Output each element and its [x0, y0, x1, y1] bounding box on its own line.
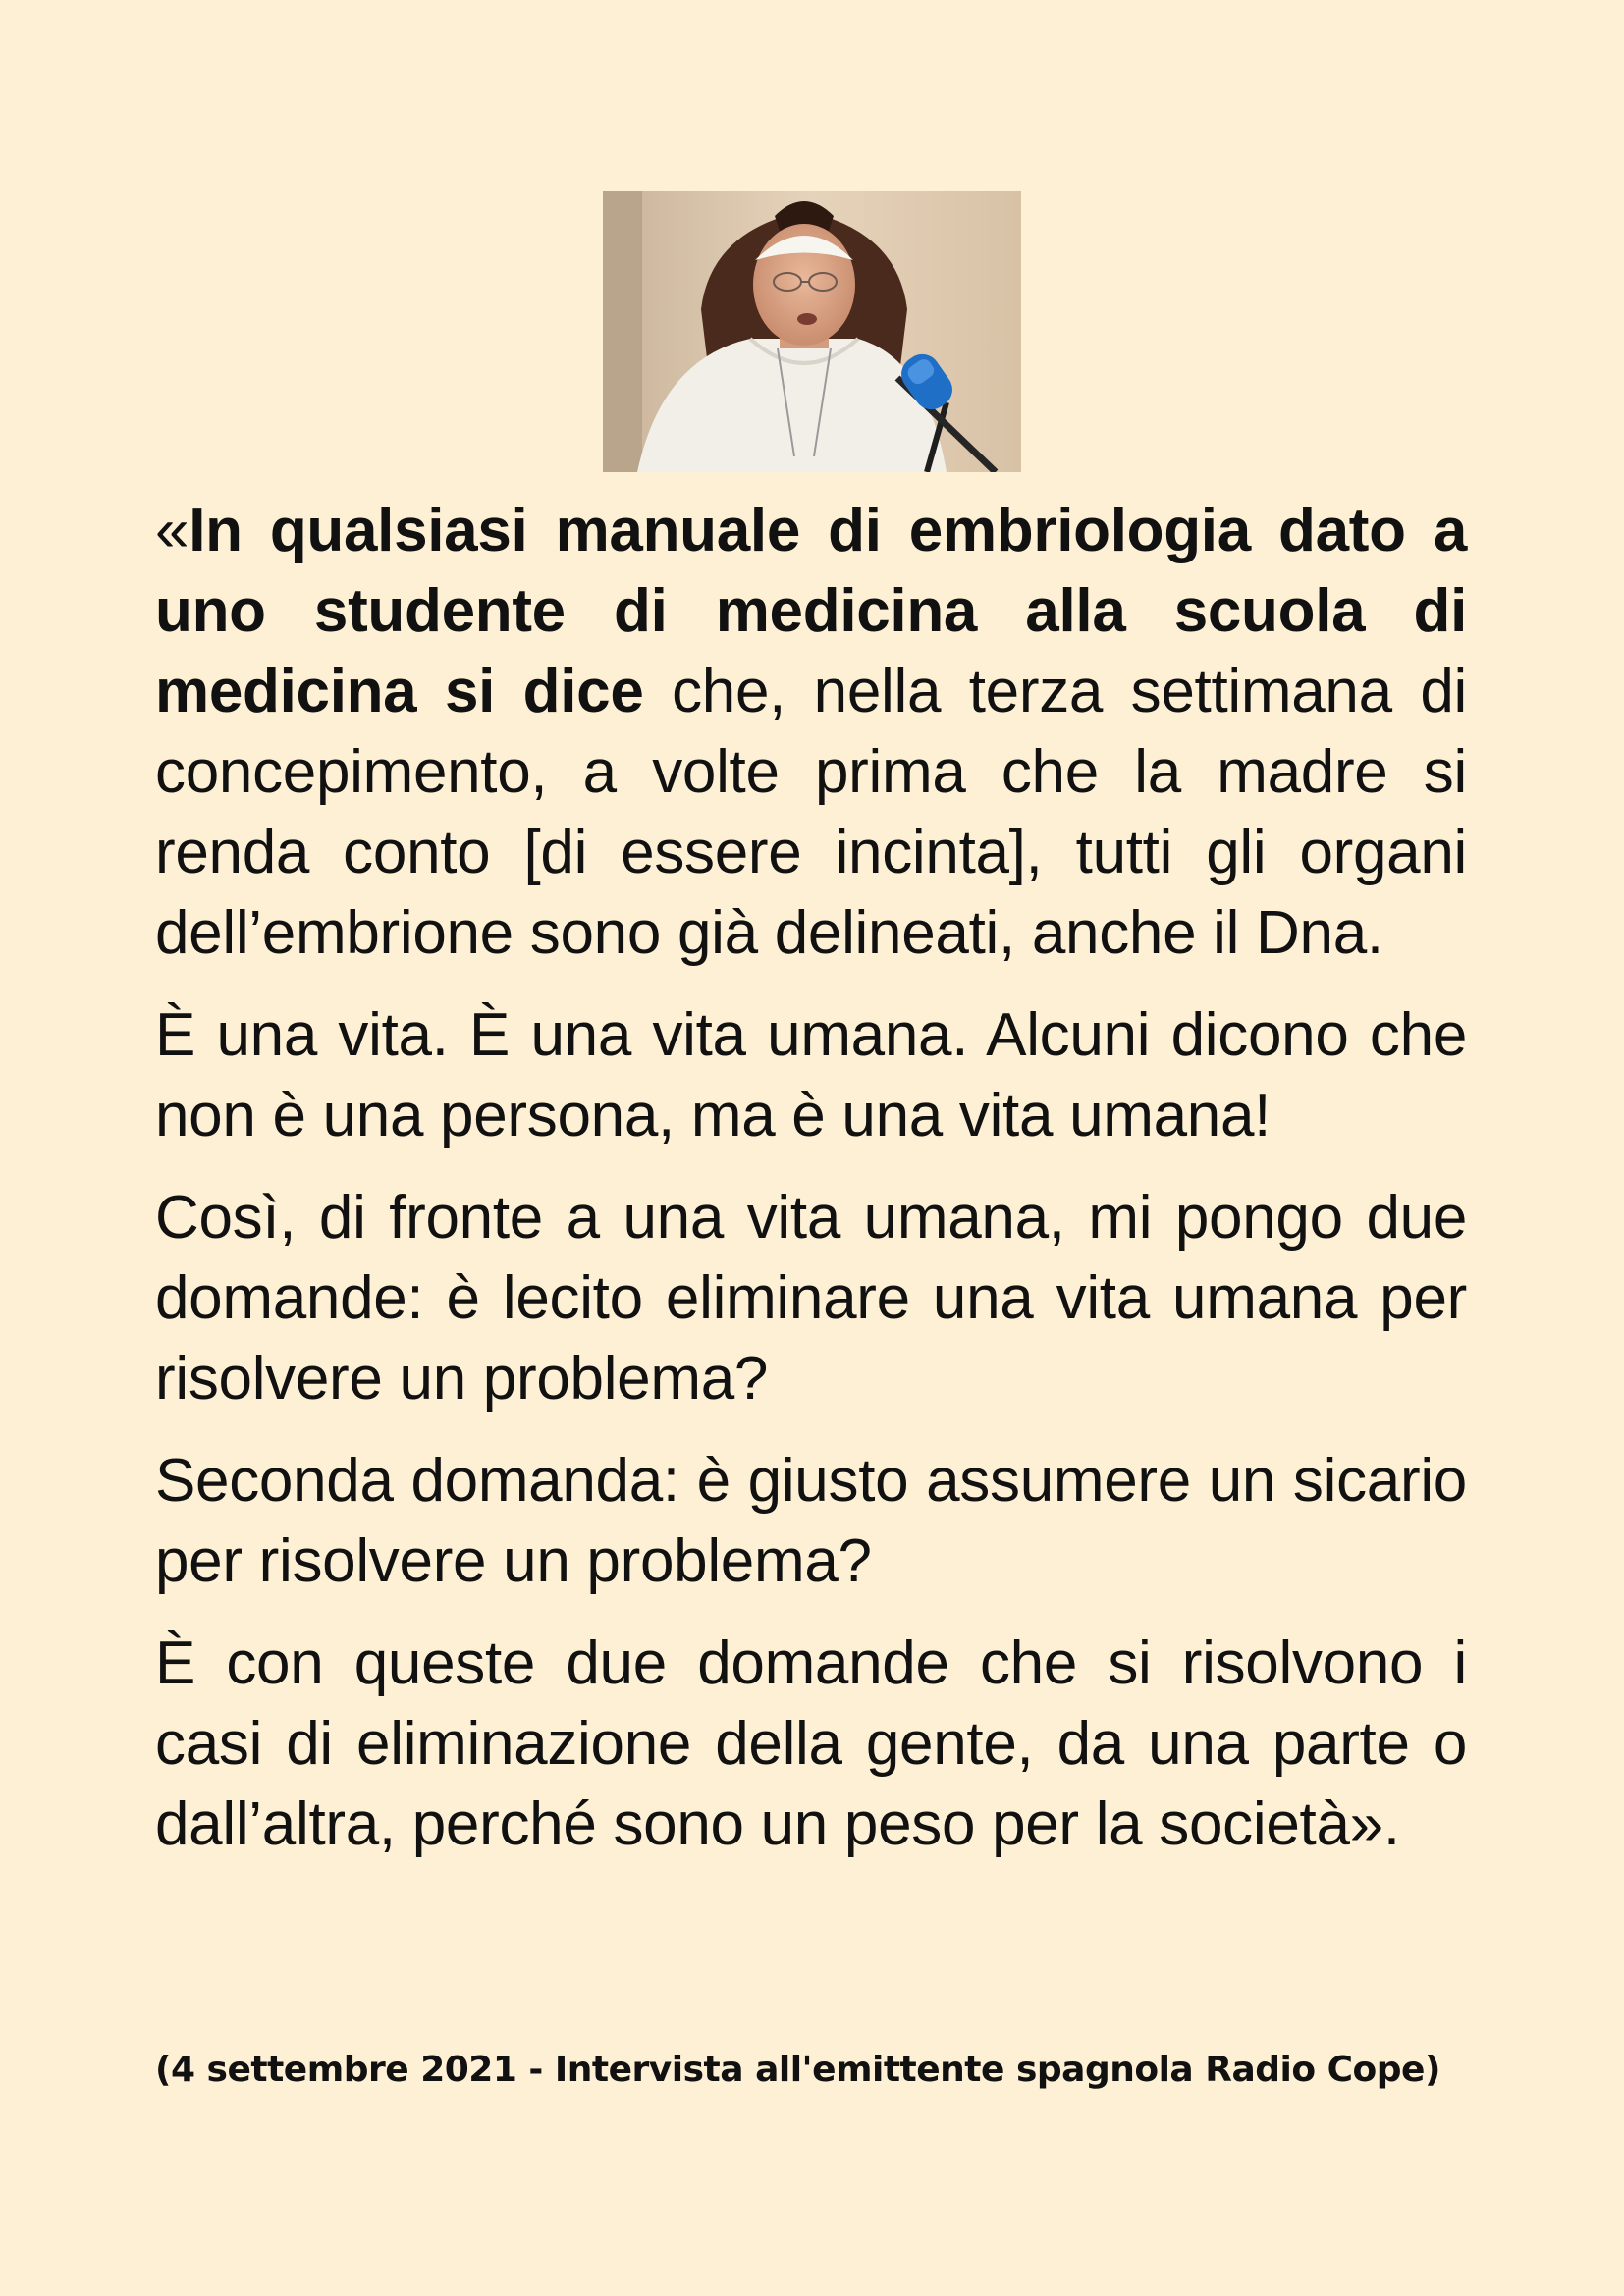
opening-quote-mark: «	[155, 497, 189, 564]
quote-text	[155, 491, 1467, 1887]
quote-paragraph-3: Così, di fronte a una vita umana, mi pongo due domande: è lecito eliminare una vita umana per risolvere un problema?	[155, 1184, 1467, 1413]
quote-paragraph-1-rest: che, nella terza settimana di concepimento, a volte prima che la madre si renda conto [di essere incinta], tutti gli organi dell’embrione sono già delineati, anche il Dna.	[155, 658, 1468, 967]
quote-bold-lead: In qualsiasi manuale di embriologia dato a uno studente di medicina alla scuola di medicina si dice	[155, 497, 1467, 725]
quote-paragraph-2: È una vita. È una vita umana. Alcuni dicono che non è una persona, ma è una vita umana!	[155, 1001, 1467, 1149]
quote-paragraph-5: È con queste due domande che si risolvono i casi di eliminazione della gente, da una parte o dall’altra, perché sono un peso per la società».	[155, 1629, 1467, 1858]
quote-paragraph-4: Seconda domanda: è giusto assumere un sicario per risolvere un problema?	[155, 1447, 1467, 1595]
quote-paragraph-1	[155, 491, 1467, 974]
portrait-photo	[603, 191, 1021, 472]
portrait-photo-with-microphone-icon	[603, 191, 1021, 472]
source-citation: (4 settembre 2021 - Intervista all'emittente spagnola Radio Cope)	[155, 2050, 1440, 2090]
